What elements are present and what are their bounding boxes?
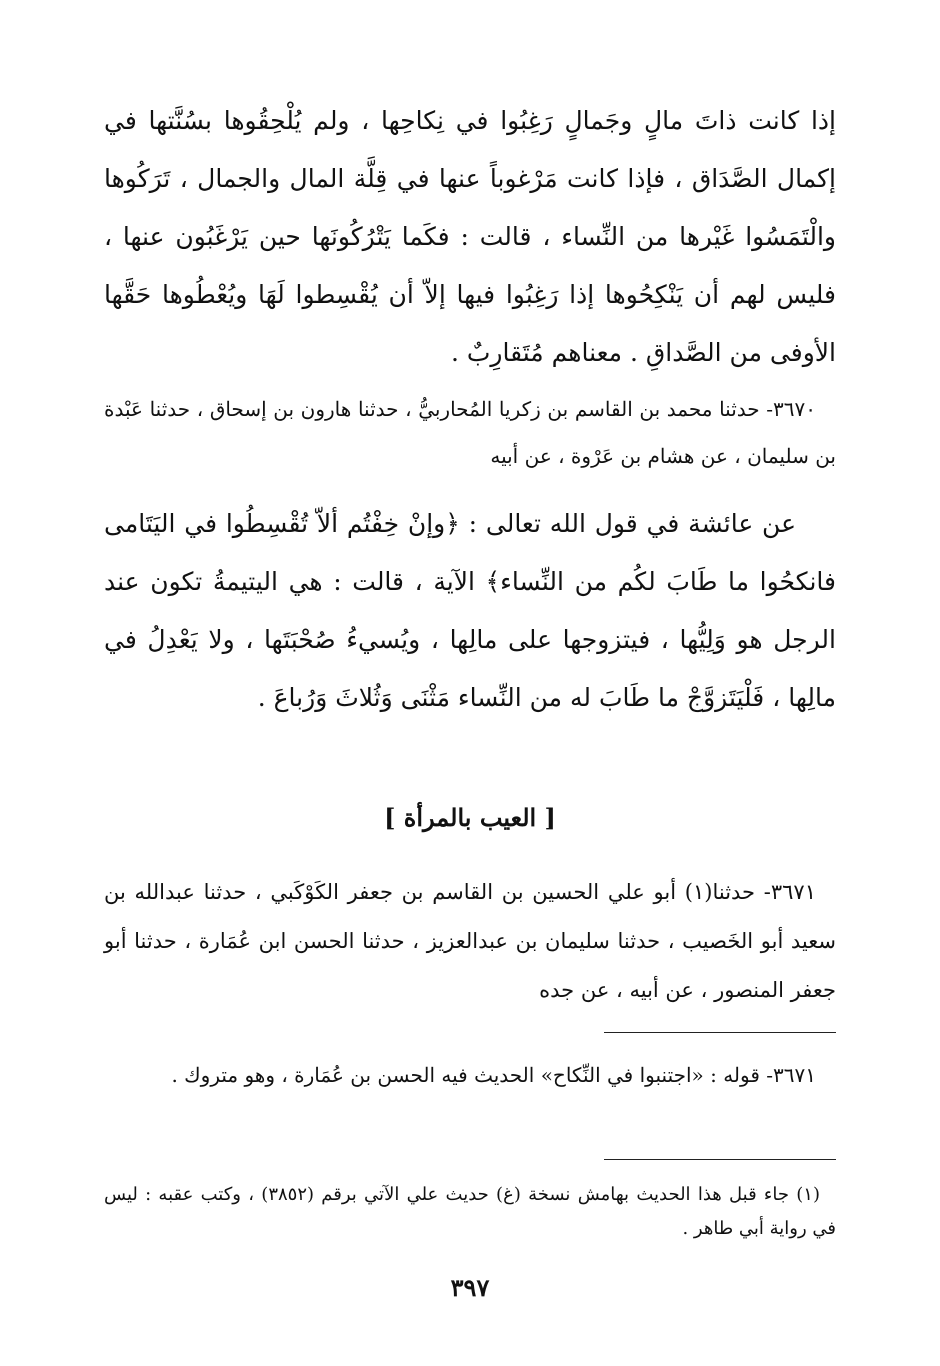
commentary-divider bbox=[604, 1032, 836, 1033]
hadith-matn-3670: عن عائشة في قول الله تعالى : ﴿وإنْ خِفْتُم ألاّ تُقْسِطُوا في اليَتَامى فانكحُوا ما طَابَ لكُم من النِّساء﴾ الآية ، قالت : هي اليتيمةُ تكون عند الرجل هو وَلِيُّها ، فيتزوجها على مالِها ، ويُسيءُ صُحْبَتَها ، ولا يَعْدِلُ في مالِها ، فَلْيَتَزوَّجْ ما طَابَ له من النِّساء مَثْنَى وَثُلاثَ وَرُباعَ . bbox=[104, 509, 836, 712]
hadith-isnad-3671: ٣٦٧١- حدثنا(١) أبو علي الحسين بن القاسم بن جعفر الكَوْكَبي ، حدثنا عبدالله بن سعيد أبو الخَصيب ، حدثنا سليمان بن عبدالعزيز ، حدثنا الحسن ابن عُمَارة ، حدثنا أبو جعفر المنصور ، عن أبيه ، عن جده bbox=[104, 880, 836, 1002]
section-heading: [ العيب بالمرأة ] bbox=[384, 803, 556, 832]
hadith-isnad-3670: ٣٦٧٠- حدثنا محمد بن القاسم بن زكريا المُحاربيُّ ، حدثنا هارون بن إسحاق ، حدثنا عَبْدة بن سليمان ، عن هشام بن عَرْوة ، عن أبيه bbox=[104, 397, 836, 468]
footnote: (١) جاء قبل هذا الحديث بهامش نسخة (غ) حديث علي الآتي برقم (٣٨٥٢) ، وكتب عقبه : ليس في رواية أبي طاهر . bbox=[104, 1184, 836, 1239]
body-paragraph-continuation: إذا كانت ذاتَ مالٍ وجَمالٍ رَغِبُوا في نِكاحِها ، ولم يُلْحِقُوها بسُنَّتها في إكمال الصَّدَاق ، فإذا كانت مَرْغوباً عنها في قِلَّة المال والجمال ، تَرَكُوها والْتَمَسُوا غَيْرها من النِّساء ، قالت : فكَما يَتْرُكُونَها حين يَرْغَبُون عنها ، فليس لهم أن يَنْكِحُوها إذا رَغِبُوا فيها إلاّ أن يُقْسِطوا لَهَا ويُعْطُوها حَقَّها الأوفى من الصَّداقِ . معناهم مُتَقارِبٌ . bbox=[104, 106, 836, 367]
page-number: ٣٩٧ bbox=[450, 1273, 490, 1302]
footnote-divider bbox=[604, 1159, 836, 1160]
commentary-note: ٣٦٧١- قوله : «اجتنبوا في النِّكاح» الحديث فيه الحسن بن عُمَارة ، وهو متروك . bbox=[171, 1063, 816, 1087]
